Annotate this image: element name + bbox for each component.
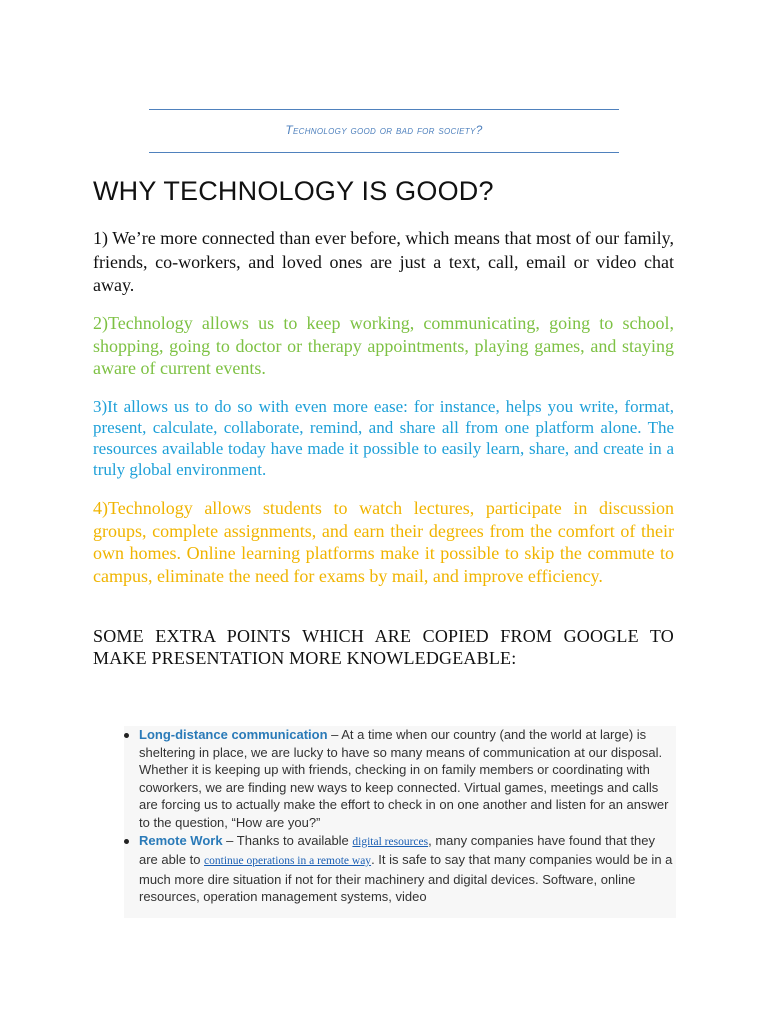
bullet-title: Long-distance communication <box>139 727 328 742</box>
bullet-text <box>139 832 676 906</box>
digital-resources-link[interactable]: digital resources <box>352 835 429 848</box>
bullet-title: Remote Work <box>139 832 223 848</box>
list-item <box>124 832 676 906</box>
paragraph-1: 1) We’re more connected than ever before, which means that most of our family, friends, co-workers, and loved ones are just a text, call, email or video chat away. <box>93 228 674 295</box>
bullet-body: – At a time when our country (and the world at large) is sheltering in place, we are lucky to have so many means of communication at our disposal. Whether it is keeping up with friends, checking in on family members or coordinating with coworkers, we are finding new ways to keep connected. Virtual games, meetings and calls are forcing us to actually make the effort to check in on one another and listen for an answer to the question, “How are you?” <box>139 727 669 830</box>
header-top-rule <box>149 109 619 110</box>
header-bottom-rule <box>149 152 619 153</box>
paragraph-3: 3)It allows us to do so with even more ease: for instance, helps you write, format, present, calculate, collaborate, remind, and share all from one platform alone. The resources available today have made it possible to easily learn, share, and create in a truly global environment. <box>93 397 674 479</box>
bullet-list <box>124 726 676 906</box>
bullet-body-b: , many companies have found that they are able to <box>139 832 656 868</box>
copied-bullets-box <box>124 726 676 918</box>
section-heading: WHY TECHNOLOGY IS GOOD? <box>93 176 494 206</box>
bullet-body-a: – Thanks to available <box>222 832 353 848</box>
bullet-dot-icon <box>124 733 129 738</box>
list-item <box>124 726 676 832</box>
bullet-body-c: . It is safe to say that many companies would be in a much more dire situation if not for their machinery and digital devices. Software, online resources, operation management systems, video <box>139 852 673 905</box>
paragraph-2: 2)Technology allows us to keep working, communicating, going to school, shopping, going to doctor or therapy appointments, playing games, and staying aware of current events. <box>93 313 674 378</box>
document-title: Technology good or bad for society? <box>285 123 483 137</box>
paragraph-4: 4)Technology allows students to watch lectures, participate in discussion groups, complete assignments, and earn their degrees from the comfort of their own homes. Online learning platforms make it possible to skip the commute to campus, eliminate the need for exams by mail, and improve efficiency. <box>93 498 674 586</box>
extra-points-heading: SOME EXTRA POINTS WHICH ARE COPIED FROM GOOGLE TO MAKE PRESENTATION MORE KNOWLEDGEABLE: <box>93 626 674 668</box>
bullet-text <box>139 726 676 832</box>
remote-operations-link[interactable]: continue operations in a remote way <box>204 855 372 868</box>
bullet-dot-icon <box>124 839 129 844</box>
